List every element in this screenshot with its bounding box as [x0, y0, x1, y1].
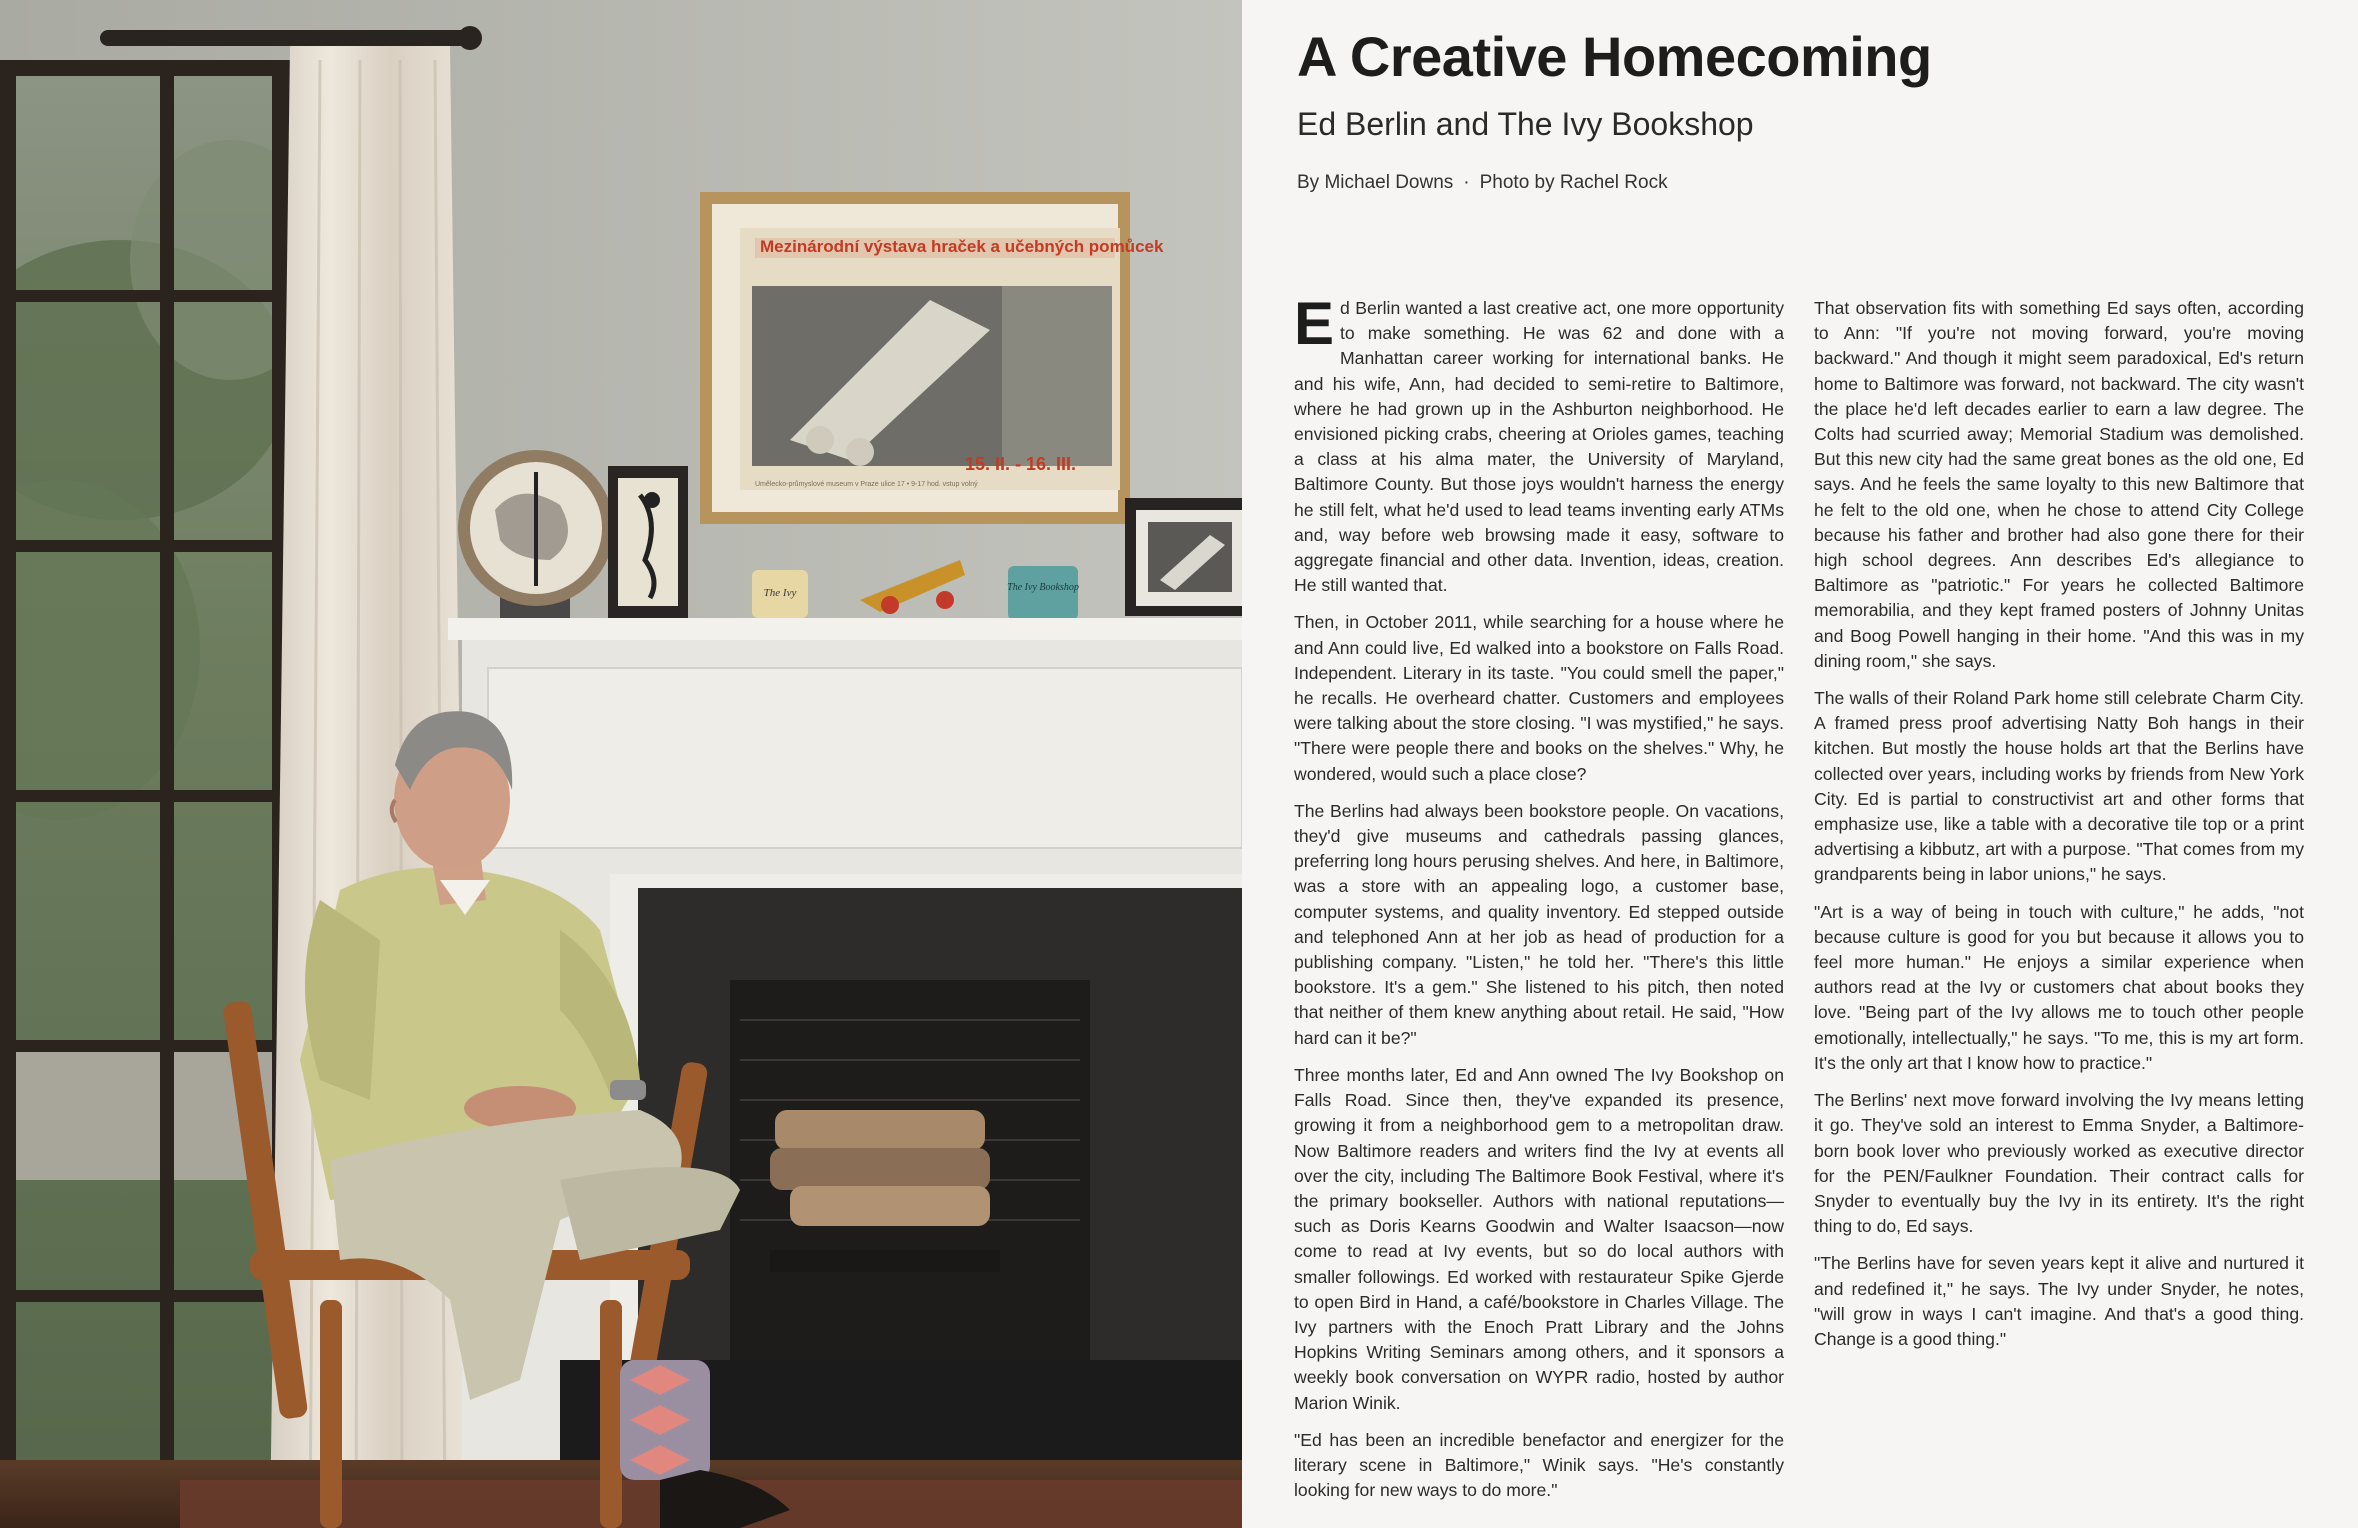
framed-poster	[700, 192, 1164, 524]
article-title: A Creative Homecoming	[1297, 25, 1932, 88]
article-paragraph: "The Berlins have for seven years kept it alive and nurtured it and redefined it," he says. The Ivy under Snyder, he notes, "will grow in ways I can't imagine. And that's a good thing. Change is a good thing."	[1814, 1253, 2304, 1349]
mug-right-text: The Ivy Bookshop	[1007, 582, 1079, 593]
article-paragraph: The Berlins' next move forward involving the Ivy means letting it go. They've sold an interest to Emma Snyder, a Baltimore-born book lover who previously worked as executive director for the PEN/Faulkner Foundation. Their contract calls for Snyder to eventually buy the Ivy in its entirety. It's the right thing to do, Ed says.	[1814, 1090, 2304, 1237]
article-paragraph: The walls of their Roland Park home still celebrate Charm City. A framed press proof advertising Natty Boh hangs in their kitchen. But mostly the house holds art that the Berlins have collected over years, including works by friends from New York City. Ed is partial to constructivist art and other forms that emphasize use, like a table with a decorative tile top or a print advertising a kibbutz, art with a purpose. "That comes from my grandparents being in labor unions," he says.	[1814, 688, 2304, 885]
small-framed-figure	[608, 466, 688, 618]
article-page	[1242, 0, 2358, 1528]
mug-left-text: The Ivy	[763, 587, 797, 599]
poster-fineprint: Umělecko-průmyslové museum v Praze ulice 17 • 9-17 hod. vstup volný	[755, 481, 978, 488]
article-body	[1294, 290, 2304, 1522]
article-paragraph: The Berlins had always been bookstore people. On vacations, they'd give museums and cathedrals passing glances, preferring long hours perusing shelves. And here, in Baltimore, was a store with an appealing logo, a customer base, computer systems, and quality inventory. Ed stepped outside and telephoned Ann at her job as head of production for a publishing company. "Listen," he told her. "There's this little bookstore. It's a gem." She listened to his pitch, then noted that neither of them knew anything about retail. He said, "How hard can it be?"	[1294, 800, 1784, 1048]
article-paragraph: That observation fits with something Ed says often, according to Ann: "If you're not moving forward, you're moving backward." And though it might seem paradoxical, Ed's return home to Baltimore was forward, not backward. The city wasn't the place he'd left decades earlier to earn a law degree. The Colts had scurried away; Memorial Stadium was demolished. But this new city had the same great bones as the old one, Ed says. And he feels the same loyalty to this new Baltimore that he felt to the old one, when he chose to attend City College because his father and brother had also gone there for their high school degrees. Ann describes Ed's allegiance to Baltimore as "patriotic." For years he collected Baltimore memorabilia, and they kept framed posters of Johnny Unitas and Boog Powell hanging in their home. "And this was in my dining room," she says.	[1814, 298, 2304, 671]
photo-credit: Photo by Rachel Rock	[1479, 172, 1668, 193]
poster-dates: 15. II. - 16. III.	[965, 454, 1077, 474]
article-paragraph: "Art is a way of being in touch with culture," he adds, "not because culture is good for you but because it allows you to feel more human." He enjoys a similar experience when authors read at the Ivy or customers chat about books they love. "Being part of the Ivy allows me to touch other people emotionally, intellectually," he says. "To me, this is my art form. It's the only art that I know how to practice."	[1814, 901, 2304, 1073]
byline-separator: ·	[1463, 172, 1470, 193]
article-paragraph	[1294, 290, 1784, 598]
poster-headline: Mezinárodní výstava hraček a učebných pomůcek	[760, 237, 1164, 256]
article-paragraph: "Ed has been an incredible benefactor and energizer for the literary scene in Baltimore," Winik says. "He's constantly looking for new ways to do more."	[1294, 1429, 1784, 1501]
first-paragraph-text: d Berlin wanted a last creative act, one more opportunity to make something. He was 62 and done with a Manhattan career working for international banks. He and his wife, Ann, had decided to semi-retire to Baltimore, where he had grown up in the Ashburton neighborhood. He envisioned picking crabs, cheering at Orioles games, teaching a class at his alma mater, the University of Maryland, Baltimore County. But those joys wouldn't harness the energy he still felt, what he'd used to lead teams inventing early ATMs and, way before web browsing made it easy, software to aggregate financial and other data. Invention, ideas, creation. He still wanted that.	[1294, 298, 1784, 596]
byline	[1297, 172, 1668, 194]
article-paragraph: Three months later, Ed and Ann owned The Ivy Bookshop on Falls Road. Since then, they've expanded its presence, growing it from a neighborhood gem to a metropolitan draw. Now Baltimore readers and writers find the Ivy at events all over the city, including The Baltimore Book Festival, where it's the primary bookseller. Authors with national reputations—such as Doris Kearns Goodwin and Walter Isaacson—now come to read at Ivy events, but so do local authors with smaller followings. Ed worked with restaurateur Spike Gjerde to open Bird in Hand, a café/bookstore in Charles Village. The Ivy partners with the Enoch Pratt Library and the Johns Hopkins Writing Seminars among others, and it sponsors a weekly book conversation on WYPR radio, hosted by author Marion Winik.	[1294, 1064, 1784, 1413]
article-paragraph: Then, in October 2011, while searching for a house where he and Ann could live, Ed walked into a bookstore on Falls Road. Independent. Literary in its taste. "You could smell the paper," he recalls. He overheard chatter. Customers and employees were talking about the store closing. "I was mystified," he says. "There were people there and books on the shelves." Why, he wondered, would such a place close?	[1294, 612, 1784, 784]
article-subtitle: Ed Berlin and The Ivy Bookshop	[1297, 106, 1754, 142]
drop-cap: E	[1294, 290, 1335, 357]
small-framed-print	[1125, 498, 1242, 616]
curtain-rod	[100, 30, 480, 46]
author-credit: By Michael Downs	[1297, 172, 1454, 193]
